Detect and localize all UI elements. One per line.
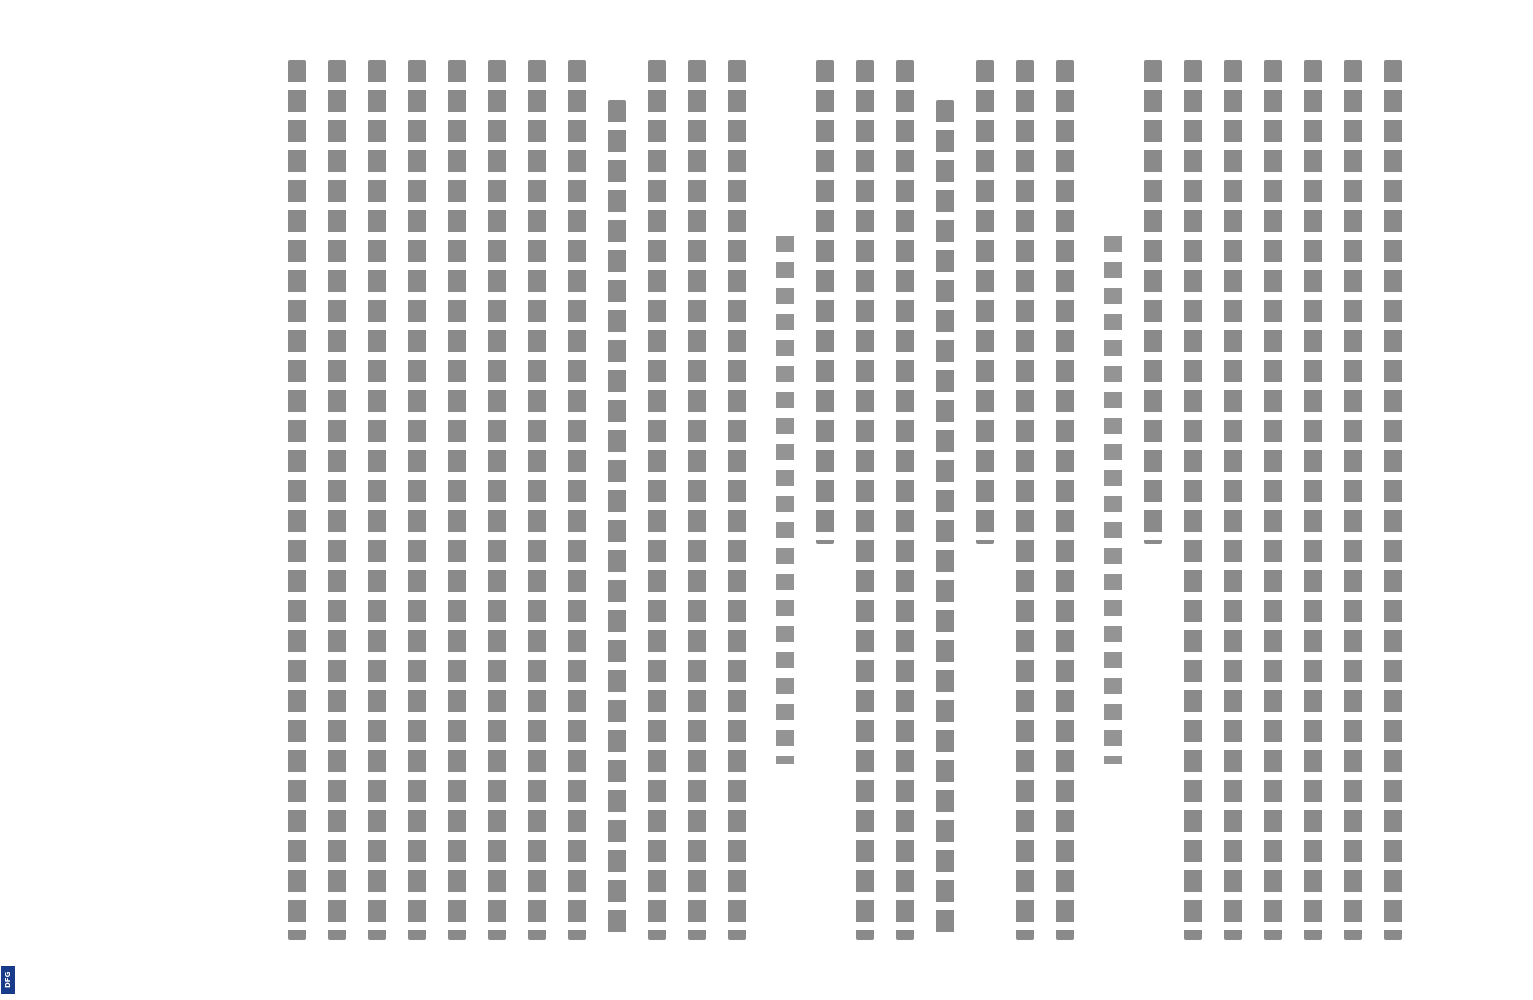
entry-3 bbox=[288, 60, 746, 940]
text-line bbox=[816, 60, 834, 544]
text-line bbox=[1384, 60, 1402, 940]
credit-strip bbox=[0, 0, 16, 1000]
text-line bbox=[1144, 60, 1162, 544]
entries-list bbox=[262, 60, 1402, 940]
text-line bbox=[288, 60, 306, 940]
reference-line bbox=[776, 236, 794, 764]
text-line bbox=[936, 100, 954, 940]
text-line bbox=[1304, 60, 1322, 940]
text-line bbox=[488, 60, 506, 940]
text-line bbox=[568, 60, 586, 940]
text-line bbox=[728, 60, 746, 940]
text-line bbox=[328, 60, 346, 940]
text-line bbox=[608, 100, 626, 940]
text-line bbox=[976, 60, 994, 544]
entry-2 bbox=[776, 60, 1074, 940]
text-line bbox=[688, 60, 706, 940]
page-header bbox=[1426, 60, 1466, 940]
reference-line bbox=[1104, 236, 1122, 764]
entry-1 bbox=[1104, 60, 1402, 940]
text-line bbox=[1184, 60, 1202, 940]
text-line bbox=[896, 60, 914, 940]
text-line bbox=[1016, 60, 1034, 940]
text-line bbox=[1344, 60, 1362, 940]
text-line bbox=[1264, 60, 1282, 940]
text-line bbox=[856, 60, 874, 940]
text-line bbox=[648, 60, 666, 940]
text-line bbox=[408, 60, 426, 940]
dfg-logo-icon: DFG bbox=[1, 966, 15, 994]
text-line bbox=[448, 60, 466, 940]
rotated-page-content bbox=[46, 20, 1486, 980]
text-line bbox=[1056, 60, 1074, 940]
text-line bbox=[1224, 60, 1242, 940]
text-line bbox=[368, 60, 386, 940]
text-line bbox=[528, 60, 546, 940]
